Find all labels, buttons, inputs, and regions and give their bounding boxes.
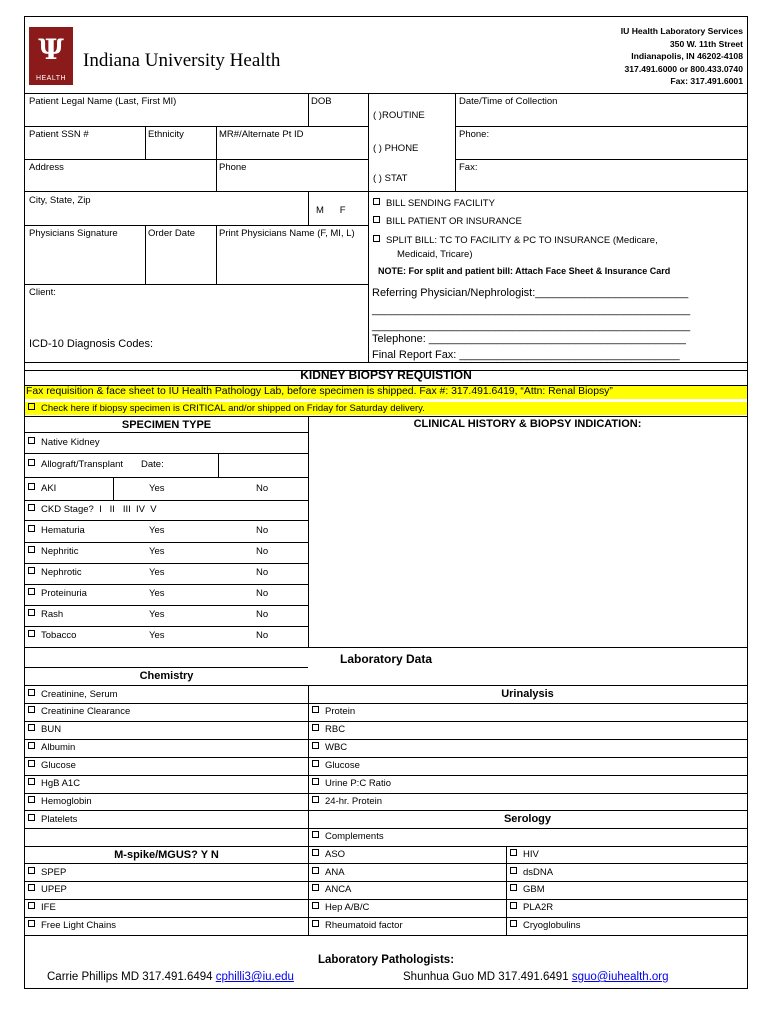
- ethnicity-field[interactable]: Ethnicity: [148, 129, 184, 140]
- rheumatoid-factor-checkbox[interactable]: Rheumatoid factor: [312, 920, 403, 931]
- nephrotic-checkbox[interactable]: Nephrotic: [28, 567, 82, 578]
- guo-contact: Shunhua Guo MD 317.491.6491: [403, 971, 569, 983]
- patient-name-field[interactable]: Patient Legal Name (Last, First MI): [29, 96, 177, 107]
- nephritic-checkbox[interactable]: Nephritic: [28, 546, 79, 557]
- upep-checkbox[interactable]: UPEP: [28, 884, 67, 895]
- phillips-email-link[interactable]: cphilli3@iu.edu: [215, 971, 294, 983]
- aso-checkbox[interactable]: ASO: [312, 849, 345, 860]
- form-title: KIDNEY BIOPSY REQUISTION: [300, 368, 472, 382]
- mr-id-field[interactable]: MR#/Alternate Pt ID: [219, 129, 304, 140]
- protein-checkbox[interactable]: Protein: [312, 706, 355, 717]
- bun-checkbox[interactable]: BUN: [28, 724, 61, 735]
- referring-physician-field[interactable]: Referring Physician/Nephrologist:_________________________: [372, 287, 689, 299]
- hematuria-yes[interactable]: Yes: [149, 525, 165, 536]
- nephritic-yes[interactable]: Yes: [149, 546, 165, 557]
- address-field[interactable]: Address: [29, 162, 64, 173]
- wbc-checkbox[interactable]: WBC: [312, 742, 347, 753]
- tobacco-checkbox[interactable]: Tobacco: [28, 630, 76, 641]
- aki-no[interactable]: No: [256, 483, 269, 494]
- aki-checkbox[interactable]: AKI: [28, 483, 56, 494]
- allograft-checkbox[interactable]: Allograft/Transplant: [28, 459, 123, 470]
- order-date-field[interactable]: Order Date: [148, 228, 195, 239]
- dob-field[interactable]: DOB: [311, 96, 332, 107]
- hemoglobin-checkbox[interactable]: Hemoglobin: [28, 796, 92, 807]
- print-physician-field[interactable]: Print Physicians Name (F, MI, L): [219, 228, 355, 239]
- nephrotic-no[interactable]: No: [256, 567, 269, 578]
- guo-email-link[interactable]: sguo@iuhealth.org: [571, 971, 669, 983]
- city-state-zip-field[interactable]: City, State, Zip: [29, 195, 91, 206]
- ife-checkbox[interactable]: IFE: [28, 902, 56, 913]
- albumin-checkbox[interactable]: Albumin: [28, 742, 75, 753]
- telephone-field[interactable]: Telephone: __________________________________________: [372, 333, 686, 345]
- rash-yes[interactable]: Yes: [149, 609, 165, 620]
- referring-line-1[interactable]: ____________________________________________________: [372, 304, 691, 316]
- requisition-form: [24, 16, 748, 989]
- serology-header: Serology: [503, 813, 552, 825]
- nephrotic-yes[interactable]: Yes: [149, 567, 165, 578]
- phone-option[interactable]: ( ) PHONE: [373, 143, 419, 154]
- referring-line-2[interactable]: ____________________________________________________: [372, 320, 691, 332]
- sex-selector[interactable]: M F: [316, 205, 346, 216]
- fax-notice: Fax requisition & face sheet to IU Health Pathology Lab, before specimen is shipped. Fax #: 317.491.6419, “Attn: Renal Biopsy”: [26, 386, 613, 397]
- proteinuria-yes[interactable]: Yes: [149, 588, 165, 599]
- clinical-history-header: CLINICAL HISTORY & BIOPSY INDICATION:: [413, 418, 642, 430]
- free-light-chains-checkbox[interactable]: Free Light Chains: [28, 920, 116, 931]
- org-name: Indiana University Health: [83, 50, 281, 71]
- cryoglobulins-checkbox[interactable]: Cryoglobulins: [510, 920, 581, 931]
- iu-trident-logo-icon: Ψ HEALTH: [29, 27, 73, 85]
- ssn-field[interactable]: Patient SSN #: [29, 129, 89, 140]
- pla2r-checkbox[interactable]: PLA2R: [510, 902, 553, 913]
- proteinuria-no[interactable]: No: [256, 588, 269, 599]
- spep-checkbox[interactable]: SPEP: [28, 867, 66, 878]
- phone-field[interactable]: Phone: [219, 162, 247, 173]
- complements-checkbox[interactable]: Complements: [312, 831, 384, 842]
- proteinuria-checkbox[interactable]: Proteinuria: [28, 588, 87, 599]
- glucose-urine-checkbox[interactable]: Glucose: [312, 760, 360, 771]
- rash-checkbox[interactable]: Rash: [28, 609, 63, 620]
- hematuria-checkbox[interactable]: Hematuria: [28, 525, 85, 536]
- lab-address: IU Health Laboratory Services 350 W. 11th Street Indianapolis, IN 46202-4108 317.491.6000 or 800.433.0740 Fax: 317.491.6001: [620, 26, 743, 86]
- critical-checkbox[interactable]: Check here if biopsy specimen is CRITICAL and/or shipped on Friday for Saturday delivery.: [28, 403, 425, 414]
- rbc-checkbox[interactable]: RBC: [312, 724, 345, 735]
- dsdna-checkbox[interactable]: dsDNA: [510, 867, 553, 878]
- icd10-field[interactable]: ICD-10 Diagnosis Codes:: [29, 338, 154, 350]
- bill-sending-facility-checkbox[interactable]: BILL SENDING FACILITY: [373, 198, 495, 209]
- split-bill-note: Medicaid, Tricare): [397, 249, 473, 260]
- rash-no[interactable]: No: [256, 609, 269, 620]
- phone-field-right[interactable]: Phone:: [459, 129, 490, 140]
- urine-pc-ratio-checkbox[interactable]: Urine P:C Ratio: [312, 778, 391, 789]
- stat-option[interactable]: ( ) STAT: [373, 173, 408, 184]
- 24hr-protein-checkbox[interactable]: 24-hr. Protein: [312, 796, 382, 807]
- hgb-a1c-checkbox[interactable]: HgB A1C: [28, 778, 80, 789]
- urinalysis-header: Urinalysis: [501, 688, 554, 700]
- aki-yes[interactable]: Yes: [149, 483, 165, 494]
- creatinine-clearance-checkbox[interactable]: Creatinine Clearance: [28, 706, 130, 717]
- pathologist-phillips: [47, 971, 294, 983]
- collection-datetime-field[interactable]: Date/Time of Collection: [459, 96, 558, 107]
- specimen-type-header: SPECIMEN TYPE: [121, 419, 212, 431]
- phillips-contact: Carrie Phillips MD 317.491.6494: [47, 971, 213, 983]
- physician-signature-field[interactable]: Physicians Signature: [29, 228, 118, 239]
- nephritic-no[interactable]: No: [256, 546, 269, 557]
- tobacco-yes[interactable]: Yes: [149, 630, 165, 641]
- gbm-checkbox[interactable]: GBM: [510, 884, 545, 895]
- client-field[interactable]: Client:: [29, 287, 56, 298]
- hiv-checkbox[interactable]: HIV: [510, 849, 539, 860]
- glucose-chem-checkbox[interactable]: Glucose: [28, 760, 76, 771]
- ckd-stage-checkbox[interactable]: CKD Stage? I II III IV V: [28, 504, 157, 515]
- split-bill-checkbox[interactable]: SPLIT BILL: TC TO FACILITY & PC TO INSURANCE (Medicare,: [373, 235, 658, 246]
- creatinine-serum-checkbox[interactable]: Creatinine, Serum: [28, 689, 118, 700]
- bill-patient-checkbox[interactable]: BILL PATIENT OR INSURANCE: [373, 216, 522, 227]
- anca-checkbox[interactable]: ANCA: [312, 884, 351, 895]
- routine-option[interactable]: ( )ROUTINE: [373, 110, 425, 121]
- fax-field[interactable]: Fax:: [459, 162, 478, 173]
- hep-abc-checkbox[interactable]: Hep A/B/C: [312, 902, 369, 913]
- laboratory-data-header: Laboratory Data: [339, 652, 433, 666]
- ana-checkbox[interactable]: ANA: [312, 867, 345, 878]
- final-report-fax-field[interactable]: Final Report Fax: ____________________________________: [372, 349, 680, 361]
- mspike-mgus-header[interactable]: M-spike/MGUS? Y N: [114, 849, 219, 861]
- hematuria-no[interactable]: No: [256, 525, 269, 536]
- transplant-date-field[interactable]: Date:: [141, 459, 164, 470]
- chemistry-header: Chemistry: [139, 670, 194, 682]
- pathologist-guo: [403, 971, 669, 983]
- billing-note: NOTE: For split and patient bill: Attach Face Sheet & Insurance Card: [378, 266, 671, 276]
- native-kidney-checkbox[interactable]: Native Kidney: [28, 437, 100, 448]
- pathologists-header: Laboratory Pathologists:: [317, 954, 455, 966]
- tobacco-no[interactable]: No: [256, 630, 269, 641]
- platelets-checkbox[interactable]: Platelets: [28, 814, 77, 825]
